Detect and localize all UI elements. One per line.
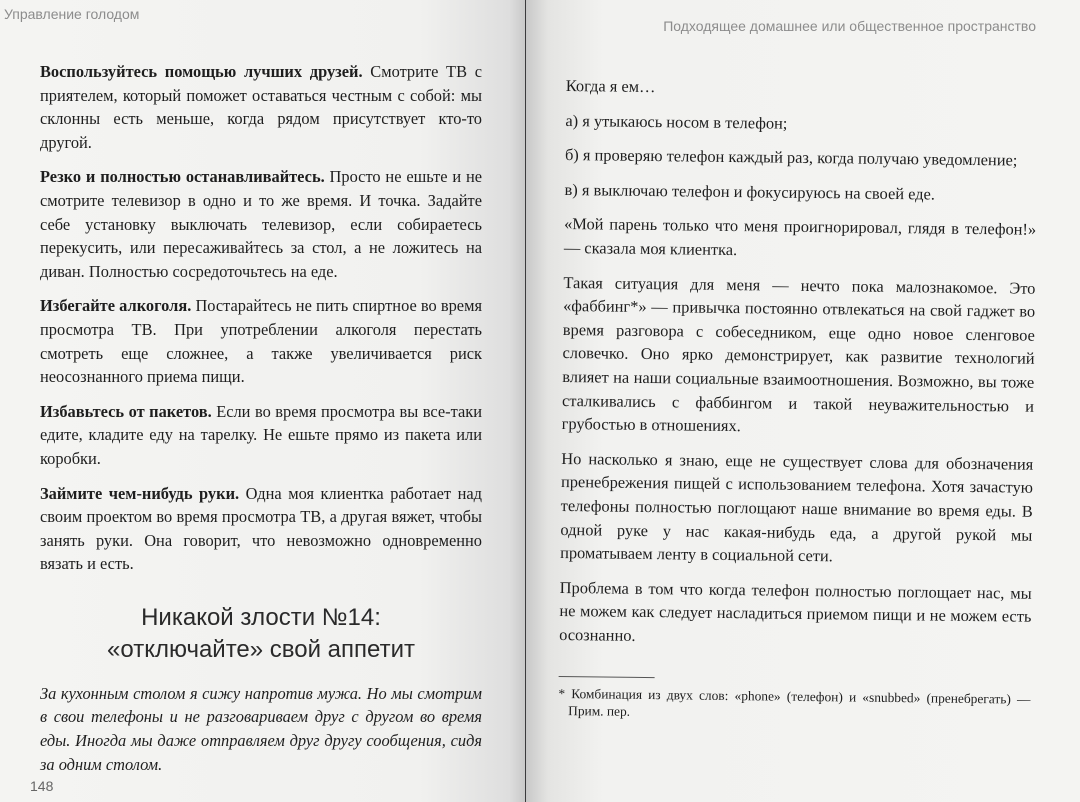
tip-title: Воспользуйтесь помощью лучших друзей. xyxy=(40,62,363,81)
left-running-head: Управление голодом xyxy=(4,6,140,22)
list-item: в) я выключаю телефон и фокусируюсь на своей еде. xyxy=(564,179,936,204)
right-text-column xyxy=(558,74,1038,725)
tip-paragraph xyxy=(40,400,482,471)
body-paragraph: Когда я ем… xyxy=(565,75,656,97)
tip-title: Избегайте алкоголя. xyxy=(40,296,192,316)
chapter-title-line-2: «отключайте» свой аппетит xyxy=(107,635,415,663)
left-text-column xyxy=(40,60,482,787)
tip-text: Постарайтесь не пить спиртное во время просмотра ТВ. При употреблении алкоголя перестать смотреть еще сложнее, а также увеличивается риск неосознанного приема пищи. xyxy=(40,296,482,387)
body-paragraph: Но насколько я знаю, еще не существует слова для обозначения пренебрежения пищей с использованием телефона. Хотя зачастую телефоны полностью поглощают наше внимание во время еды. В одной руке у нас какая-нибудь еда, а другой рукой мы проматываем ленту в социальной сети. xyxy=(560,448,1034,566)
page-number: 148 xyxy=(30,778,54,794)
tip-paragraph xyxy=(40,294,482,388)
chapter-intro: За кухонным столом я сижу напротив мужа. Но мы смотрим в свои телефоны и не разговариваем друг с другом во время еды. Иногда мы даже отправляем друг другу сообщения, сидя за одним столом. xyxy=(40,683,482,774)
list-item: а) я утыкаюсь носом в телефон; xyxy=(565,110,788,133)
footnote-divider xyxy=(559,676,655,678)
tip-text: Если во время просмотра вы все-таки едите, кладите еду на тарелку. Не ешьте прямо из пакета или коробки. xyxy=(40,401,482,468)
tip-title: Резко и полностью останавливайтесь. xyxy=(40,167,325,187)
tip-text: Одна моя клиентка работает над своим проектом во время просмотра ТВ, а другая вяжет, чтобы занять руки. Она говорит, что невозможно одновременно вязать и есть. xyxy=(40,483,482,574)
chapter-title xyxy=(40,602,482,666)
body-paragraph: Проблема в том что когда телефон полностью поглощает нас, мы не можем как следует насладиться приемом пищи и не можем есть осознанно. xyxy=(559,577,1032,645)
body-paragraph: Такая ситуация для меня — нечто пока малознакомое. Это «фаббинг*» — привычка постоянно отвлекаться на свой гаджет во время разговора с собеседником, еще одно новое сленговое словечко. Оно ярко демонстрирует, как развитие технологий влияет на наши социальные взаимоотношения. Возможно, вы тоже сталкивались с фаббингом и такой неуважительностью и грубостью в отношениях. xyxy=(561,272,1036,436)
tip-paragraph xyxy=(40,60,482,154)
tip-text: Просто не ешьте и не смотрите телевизор в одно и то же время. И точка. Задайте себе установку выключать телевизор, если собираетесь перекусить, или пересаживайтесь за стол, а не ложитесь на диван. Полностью сосредоточьтесь на еде. xyxy=(40,167,482,281)
footnote: * Комбинация из двух слов: «phone» (телефон) и «snubbed» (пренебрегать) — Прим. пер. xyxy=(558,686,1031,720)
list-item: б) я проверяю телефон каждый раз, когда получаю уведомление; xyxy=(564,145,1018,170)
right-running-head: Подходящее домашнее или общественное пространство xyxy=(663,18,1036,34)
body-paragraph: «Мой парень только что меня проигнорировал, глядя в телефон!» — сказала моя клиентка. xyxy=(563,214,1037,260)
tip-text: Смотрите ТВ с приятелем, который поможет оставаться честным с собой: мы склонны есть меньше, когда рядом присутствует кто-то другой. xyxy=(40,62,482,152)
right-page xyxy=(526,0,1080,802)
tip-paragraph xyxy=(40,482,482,576)
chapter-title-line-1: Никакой злости №14: xyxy=(141,603,381,631)
tip-title: Займите чем-нибудь руки. xyxy=(40,483,240,503)
tip-title: Избавьтесь от пакетов. xyxy=(40,401,212,421)
tip-paragraph xyxy=(40,165,482,283)
left-page xyxy=(0,0,525,802)
